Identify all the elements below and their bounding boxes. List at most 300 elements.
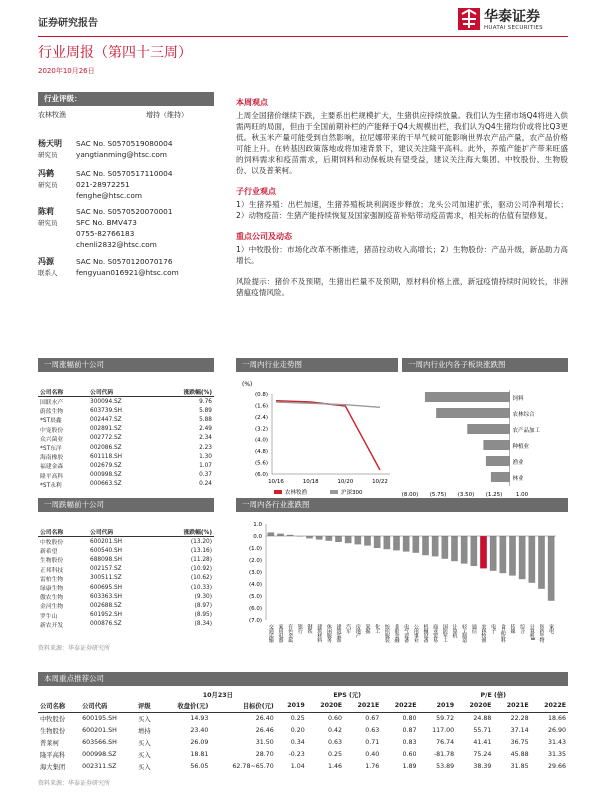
col-code: 公司代码: [88, 526, 154, 537]
x-tick-label: 10/16: [268, 479, 284, 485]
bar: [306, 536, 313, 538]
bar: [483, 440, 509, 450]
stock-code: 002447.SZ: [90, 416, 122, 423]
table-row: [38, 555, 214, 564]
col-change: 涨跌幅(%): [154, 526, 214, 537]
rec-cell: 62.78~65.70: [232, 762, 274, 770]
bar: [519, 536, 526, 579]
main-commentary: [236, 97, 568, 298]
bar: [467, 424, 509, 434]
source-note: 资料来源：华泰证券研究所: [38, 644, 111, 652]
y-tick-label: 0.0: [253, 534, 262, 540]
rec-cell: 0.25: [328, 750, 343, 758]
table-header-row: [38, 386, 214, 397]
bar: [326, 536, 333, 541]
analyst-name: 冯鹤: [38, 169, 54, 178]
y-tick-label: (2.4): [254, 414, 268, 421]
industry-chart-panel: [236, 498, 568, 670]
brand-logo: [458, 6, 568, 34]
series-line: [276, 402, 380, 407]
table-row: [38, 471, 214, 480]
bar: [432, 536, 439, 556]
bar: [425, 392, 510, 402]
stock-code: 688098.SH: [90, 556, 123, 563]
rec-col-header: 目标价(元): [242, 703, 274, 711]
rec-col-header: 公司代码: [82, 703, 108, 711]
table-row: [38, 452, 214, 461]
company-name: 众兴菌业: [40, 436, 64, 443]
table-row: [38, 574, 214, 583]
company-name: 雷柏生物: [40, 576, 64, 583]
stock-code: 002688.SZ: [90, 602, 122, 609]
category-label: 公用事业: [412, 624, 419, 642]
rec-cell: 0.83: [402, 738, 417, 746]
report-date: 2020年10月26日: [38, 67, 95, 75]
x-tick-label: 10/20: [337, 479, 354, 485]
y-axis-label: (%): [242, 381, 253, 388]
trend-chart: [236, 372, 398, 504]
category-label: 采掘: [364, 624, 371, 633]
y-tick-label: (4.8): [254, 449, 268, 456]
y-tick-label: (4.0): [254, 437, 268, 444]
category-label: 家电: [548, 624, 555, 633]
rec-cell: 31.85: [510, 762, 529, 770]
bar: [451, 536, 458, 561]
change-pct: (9.30): [194, 593, 212, 600]
table-row: [38, 397, 214, 407]
sector-name: 农林牧渔: [38, 111, 66, 119]
stock-code: 603363.SH: [90, 593, 123, 600]
category-label: 电气设备: [403, 624, 410, 642]
category-label: 纺织服装: [383, 624, 390, 642]
analyst-sac: SAC No. S0570517110004: [76, 169, 173, 178]
change-pct: 2.49: [199, 426, 212, 433]
rating-title: 行业评级：: [38, 92, 214, 106]
company-name: 蔚蓝生物: [40, 409, 64, 416]
stock-code: 600695.SH: [90, 584, 123, 591]
rec-cell: 1.04: [290, 762, 305, 770]
rec-cell: 买入: [138, 751, 151, 759]
change-pct: (13.20): [190, 538, 212, 545]
rec-cell: 买入: [138, 739, 151, 747]
table-row: [38, 443, 214, 452]
table-row: [38, 760, 568, 772]
category-label: 轻工制造: [461, 624, 468, 642]
x-tick-label: (3.50): [457, 492, 475, 498]
change-pct: 5.89: [199, 407, 212, 414]
rec-cell: 1.89: [402, 762, 417, 770]
table-row: [38, 724, 568, 736]
company-name: 海南橡胶: [40, 455, 64, 462]
category-label: 农林牧渔: [480, 624, 487, 642]
analyst-email[interactable]: yangtianming@htsc.com: [76, 150, 167, 159]
rec-cell: 76.74: [436, 738, 455, 746]
change-pct: (8.97): [194, 602, 212, 609]
bar: [509, 536, 516, 576]
recommend-source: 资料来源：华泰证券研究所: [38, 780, 111, 787]
table-row: [38, 565, 214, 574]
x-tick-label: 10/18: [302, 479, 319, 485]
recommend-table: [38, 689, 568, 772]
category-label: 非银金融: [393, 624, 400, 642]
category-label: 计算机: [451, 624, 458, 638]
rec-cell: 海大集团: [40, 763, 66, 771]
rec-cell: 0.25: [290, 714, 305, 722]
rec-cell: 18.81: [190, 750, 209, 758]
rec-cell: 0.80: [402, 714, 417, 722]
stock-code: 002772.SZ: [90, 435, 122, 442]
analyst-block: [38, 256, 214, 282]
rec-cell: 中牧股份: [40, 715, 66, 723]
table-row: [38, 712, 568, 724]
rec-cell: 0.34: [290, 738, 305, 746]
rec-cell: 22.28: [510, 714, 529, 722]
y-tick-label: (5.0): [248, 594, 262, 600]
series-line: [276, 401, 380, 470]
table-header-row: [38, 526, 214, 537]
rec-cell: 0.71: [365, 738, 380, 746]
category-label: 建筑材料: [316, 624, 323, 642]
x-tick-label: (5.75): [429, 492, 447, 498]
y-tick-label: (7.0): [248, 618, 262, 624]
bar: [538, 536, 545, 589]
analyst-role: 研究员: [38, 219, 58, 227]
table-row: [38, 620, 214, 629]
bar: [436, 408, 509, 418]
recommend-title: 本周重点推荐公司: [38, 672, 568, 686]
rec-col-header: 2022E: [394, 702, 417, 710]
analyst-block: [38, 168, 214, 206]
rec-cell: 24.88: [473, 714, 492, 722]
rec-cell: 31.35: [547, 750, 566, 758]
company-name: *ST永利: [40, 482, 62, 489]
category-label: 医药生物: [538, 624, 545, 642]
bar: [422, 536, 429, 555]
rec-col-header: 2022E: [544, 702, 566, 710]
report-type: 证券研究报告: [38, 18, 98, 29]
rec-col-header: 收盘价(元): [177, 703, 209, 711]
bar: [490, 536, 497, 571]
x-tick-label: (8.00): [402, 492, 419, 498]
category-label: 家用电器: [277, 624, 284, 642]
category-label: 化工: [374, 624, 381, 633]
company-name: 隆平高科: [40, 473, 64, 480]
y-tick-label: (0.8): [254, 392, 268, 398]
change-pct: 9.76: [199, 398, 212, 405]
category-label: 传媒: [509, 624, 516, 633]
losers-title: 一周跌幅前十公司: [38, 498, 214, 512]
rec-cell: -0.23: [288, 750, 305, 758]
rec-cell: 26.40: [255, 714, 274, 722]
sub-sector-title: 子行业观点: [236, 187, 276, 196]
company-name: 新希望: [40, 549, 58, 556]
rec-cell: 14.93: [190, 714, 209, 722]
category-label: 农产品加工: [512, 428, 541, 434]
losers-panel: [38, 498, 214, 652]
y-tick-label: (1.6): [254, 403, 268, 410]
rec-cell: 0.63: [365, 726, 380, 734]
change-pct: (8.95): [194, 612, 212, 619]
category-label: 计算机II: [528, 624, 535, 640]
bar: [384, 536, 391, 549]
col-company: 公司名称: [38, 386, 88, 397]
rec-col-header: 2021E: [506, 702, 529, 710]
pe-header: P/E (倍): [480, 692, 507, 699]
company-name: 正邦科技: [40, 567, 64, 574]
header-rule: [38, 36, 568, 37]
bar: [529, 536, 536, 583]
analyst-role: 联系人: [38, 269, 58, 277]
legend-swatch: [330, 490, 338, 494]
category-label: 种植业: [512, 444, 530, 450]
table-row: [38, 611, 214, 620]
col-change: 涨跌幅(%): [154, 386, 214, 397]
analyst-block: [38, 138, 214, 168]
analyst-block: [38, 206, 214, 256]
analyst-name: 冯源: [38, 257, 54, 266]
category-label: 银行: [296, 624, 303, 633]
brand-name-cn: 华泰证券: [484, 9, 540, 25]
rec-col-header: 2021E: [357, 702, 380, 710]
company-name: *ST晨鑫: [40, 418, 62, 425]
change-pct: 1.07: [199, 462, 212, 469]
category-label: 有色金属: [287, 624, 294, 642]
stock-code: 600201.SH: [90, 538, 123, 545]
bar: [374, 536, 381, 548]
rec-col-header: 评级: [138, 703, 151, 711]
company-name: 绿康生物: [40, 586, 64, 593]
change-pct: 1.30: [199, 453, 212, 460]
rec-col-header: 公司名称: [40, 703, 66, 711]
category-label: 林业: [512, 476, 524, 482]
table-row: [38, 748, 568, 760]
y-tick-label: (6.0): [254, 472, 268, 478]
bar: [268, 532, 275, 536]
rec-cell: 600195.SH: [82, 714, 117, 722]
change-pct: (13.16): [190, 547, 212, 554]
rec-cell: 28.70: [255, 750, 274, 758]
stock-code: 000876.SZ: [90, 621, 122, 628]
company-name: 国联水产: [40, 400, 64, 407]
rec-cell: 26.46: [255, 726, 274, 734]
company-name: 中牧股份: [40, 540, 64, 547]
rec-cell: 隆平高科: [40, 751, 66, 759]
stock-code: 300094.SZ: [90, 398, 122, 405]
rec-col-header: 2019: [436, 702, 455, 710]
company-name: 福建金森: [40, 464, 64, 471]
table-row: [38, 546, 214, 555]
y-tick-label: (5.6): [254, 460, 268, 467]
rec-cell: 31.50: [255, 738, 274, 746]
table-row: [38, 736, 568, 748]
category-label: 综合: [519, 624, 526, 633]
rec-cell: 普莱柯: [40, 739, 59, 747]
rec-col-header: 2019: [287, 702, 305, 710]
rec-cell: 26.90: [547, 726, 566, 734]
company-name: 生物股份: [40, 558, 64, 565]
price-date-header: 10月23日: [202, 692, 233, 699]
bar: [500, 536, 507, 573]
legend-label: 沪深300: [341, 490, 363, 496]
rec-cell: 59.72: [436, 714, 455, 722]
table-row: [38, 537, 214, 547]
analyst-role: 研究员: [38, 151, 58, 159]
bar: [471, 536, 478, 566]
brand-name-en: HUATAI SECURITIES: [484, 25, 543, 31]
table-group-header: [38, 689, 568, 700]
rec-cell: 0.87: [402, 726, 417, 734]
table-row: [38, 406, 214, 415]
analyst-email[interactable]: fengyuan016921@htsc.com: [76, 268, 179, 277]
category-label: 农林综合: [512, 412, 535, 418]
bar: [461, 536, 468, 564]
bar: [335, 536, 342, 542]
bar: [491, 472, 510, 482]
y-tick-label: (2.0): [248, 558, 262, 564]
table-row: [38, 480, 214, 489]
weekly-view-text: 上周全国猪价继续下跌，主要系出栏规模扩大，生猪供应持续放量。我们认为生猪市场Q4将进入供需两旺的局面，但由于全国前期补栏的产能释于Q4大规模出栏，我们认为Q4生猪均价或将比Q3更低。秋玉米产量可能受到自然影响，拉尼娜带来的干旱气候可能影响世界农产品产量，农产品价格可能上升。在转基因政策落地或将加速背景下，建议关注隆平高科。此外，养殖产能扩产带来旺盛的饲料需求和疫苗需求，后期饲料和动保板块有望受益，建议关注海大集团、中牧股份、生物股份、以及普莱柯。: [236, 111, 568, 175]
rec-cell: 117.00: [432, 726, 455, 734]
gainers-table: [38, 386, 214, 489]
rec-cell: 31.43: [547, 738, 566, 746]
table-row: [38, 601, 214, 610]
rec-cell: 1.76: [365, 762, 380, 770]
rec-cell: 买入: [138, 715, 151, 723]
rec-cell: 29.66: [547, 762, 566, 770]
y-tick-label: (4.0): [248, 582, 262, 588]
analyst-name: 陈莉: [38, 207, 54, 216]
subsector-chart-title: 一周内行业内各子板块涨跌图: [402, 358, 568, 372]
industry-chart: [236, 512, 568, 670]
rec-cell: 0.60: [328, 714, 343, 722]
gainers-title: 一周涨幅前十公司: [38, 358, 214, 372]
category-label: 国防军工: [441, 624, 448, 642]
analyst-phone: 021-28972251: [76, 180, 130, 189]
stock-code: 601952.SH: [90, 612, 123, 619]
rec-cell: 18.66: [547, 714, 566, 722]
change-pct: 5.88: [199, 416, 212, 423]
analyst-sfc: SFC No. BMV473: [76, 218, 137, 227]
y-tick-label: 1.0: [253, 522, 262, 528]
rec-col-header: 2020E: [320, 702, 343, 710]
rec-cell: 23.40: [190, 726, 209, 734]
bar: [393, 536, 400, 550]
page-title: 行业周报（第四十三周）: [38, 45, 192, 61]
legend-swatch: [274, 490, 282, 494]
losers-table: [38, 526, 214, 629]
subsector-chart: [402, 372, 568, 504]
analyst-email[interactable]: chenli2832@htsc.com: [76, 240, 157, 249]
category-label: 建筑装饰: [335, 624, 342, 642]
recommend-panel: [38, 672, 568, 787]
stock-code: 002157.SZ: [90, 566, 122, 573]
industry-chart-title: 一周内各行业涨跌图: [236, 498, 568, 512]
gainers-panel: [38, 358, 214, 489]
category-label: 食品饮料: [499, 624, 506, 642]
stock-code: 601118.SH: [90, 453, 123, 460]
rec-cell: 1.46: [328, 762, 343, 770]
analyst-name: 杨天明: [38, 139, 62, 148]
table-row: [38, 461, 214, 470]
change-pct: 2.23: [199, 444, 212, 451]
bar: [277, 534, 284, 536]
category-label: 电子: [490, 624, 497, 633]
bar: [480, 536, 487, 568]
rec-cell: 000998.SZ: [82, 750, 117, 758]
col-company: 公司名称: [38, 526, 88, 537]
sector-rating: 增持（维持）: [146, 111, 188, 119]
x-tick-label: 1.00: [515, 492, 529, 498]
x-tick-label: 10/22: [372, 479, 388, 485]
category-label: 汽车: [345, 624, 352, 633]
category-label: 交通运输: [267, 624, 274, 642]
weekly-view-title: 本周观点: [236, 98, 268, 107]
change-pct: (8.34): [194, 621, 212, 628]
rec-cell: 75.24: [473, 750, 492, 758]
rec-cell: -81.78: [433, 750, 455, 758]
rec-cell: 0.40: [365, 750, 380, 758]
analyst-sac: SAC No. S0570519080004: [76, 139, 173, 148]
trend-chart-title: 一周内行业走势图: [236, 358, 398, 372]
change-pct: 0.24: [199, 481, 212, 488]
table-row: [38, 592, 214, 601]
rec-cell: 0.63: [328, 738, 343, 746]
stock-code: 002891.SZ: [90, 426, 122, 433]
rating-panel: [38, 92, 214, 122]
stock-code: 603739.SH: [90, 407, 123, 414]
category-label: 房地产: [354, 624, 361, 638]
subsector-chart-panel: [402, 358, 568, 504]
company-name: 傲农生物: [40, 595, 64, 602]
table-row: [38, 434, 214, 443]
rec-cell: 603566.SH: [82, 738, 117, 746]
analyst-sac: SAC No. S0570520070001: [76, 207, 173, 216]
category-label: 通信: [470, 624, 477, 633]
rec-cell: 600201.SH: [82, 726, 117, 734]
rec-cell: 0.42: [328, 726, 343, 734]
rec-cell: 41.41: [473, 738, 492, 746]
company-name: 罗牛山: [40, 613, 58, 620]
change-pct: 0.37: [199, 472, 212, 479]
analyst-phone: 0755-82766183: [76, 229, 135, 238]
col-code: 公司代码: [88, 386, 154, 397]
eps-header: EPS (元): [333, 692, 362, 699]
category-label: 钢铁: [306, 624, 313, 633]
y-tick-label: (3.0): [248, 570, 262, 576]
stock-code: 000663.SZ: [90, 481, 122, 488]
bar: [316, 536, 323, 540]
bar: [486, 456, 510, 466]
stock-code: 002086.SZ: [90, 444, 122, 451]
category-label: 机械设备: [422, 624, 429, 642]
x-tick-label: (1.25): [485, 492, 503, 498]
company-name: 新农开发: [40, 622, 64, 629]
analyst-role: 研究员: [38, 181, 58, 189]
legend-label: 农林牧渔: [285, 490, 308, 496]
bar: [345, 536, 352, 543]
table-header-row: [38, 700, 568, 712]
stock-code: 002679.SZ: [90, 462, 122, 469]
company-name: *ST东洋: [40, 446, 62, 453]
table-row: [38, 583, 214, 592]
analyst-email[interactable]: fenghe@htsc.com: [76, 191, 142, 200]
bar: [442, 536, 449, 559]
trend-chart-panel: [236, 358, 398, 504]
rec-cell: 38.39: [473, 762, 492, 770]
bar: [364, 536, 371, 546]
stock-code: 600540.SH: [90, 547, 123, 554]
y-tick-label: (3.2): [254, 426, 268, 433]
